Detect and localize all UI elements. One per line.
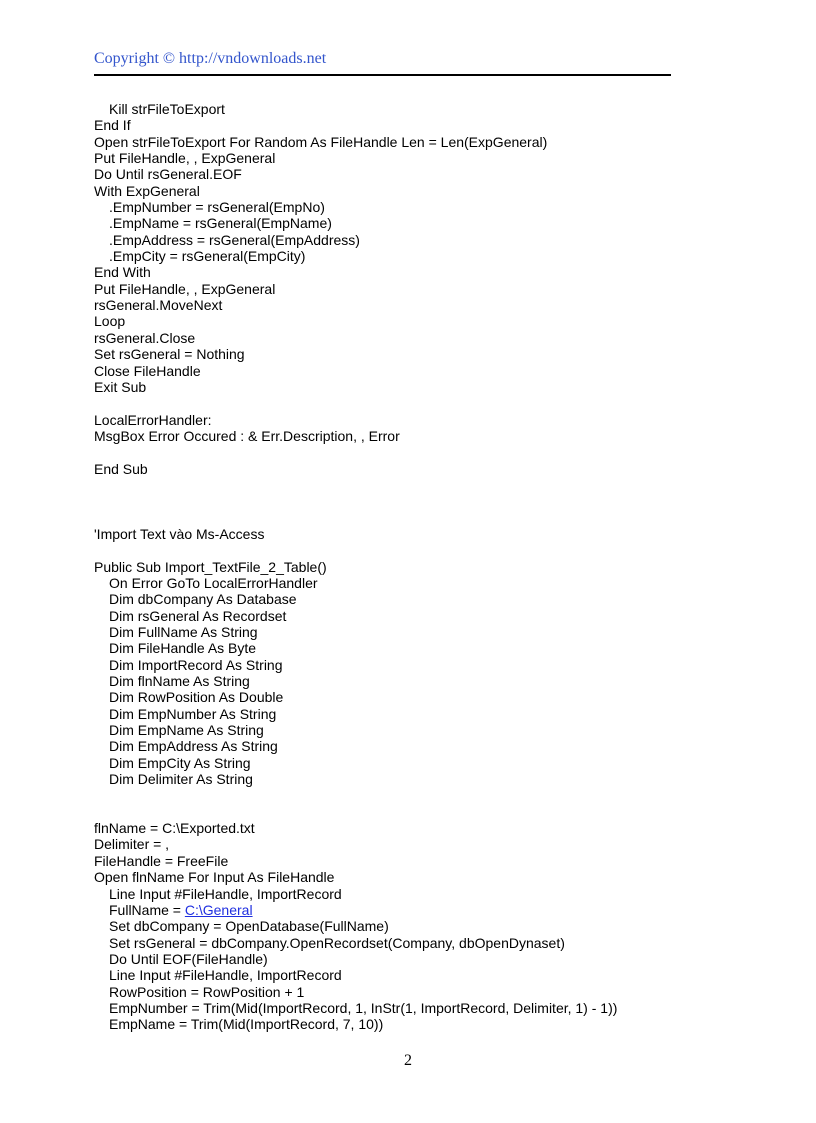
code-line: With ExpGeneral (94, 182, 200, 199)
code-line: RowPosition = RowPosition + 1 (109, 983, 305, 1000)
blank-line (94, 395, 617, 411)
general-path-link[interactable]: C:\General (184, 901, 253, 918)
code-line: LocalErrorHandler: (94, 411, 212, 428)
code-line: Do Until rsGeneral.EOF (94, 166, 242, 183)
code-line: Delimiter = , (94, 836, 170, 853)
code-line: Close FileHandle (94, 362, 201, 379)
code-line: Kill strFileToExport (109, 101, 225, 117)
code-line: Set rsGeneral = Nothing (94, 346, 245, 363)
code-line: Open strFileToExport For Random As FileHandle Len = Len(ExpGeneral) (94, 133, 548, 150)
code-comment: 'Import Text vào Ms-Access (94, 525, 265, 542)
code-line: rsGeneral.MoveNext (94, 297, 223, 314)
code-line: Line Input #FileHandle, ImportRecord (109, 885, 342, 902)
code-line: Dim EmpName As String (109, 722, 264, 739)
code-line: Open flnName For Input As FileHandle (94, 869, 335, 886)
code-line: Dim ImportRecord As String (109, 656, 283, 673)
code-line: rsGeneral.Close (94, 329, 196, 346)
code-line: On Error GoTo LocalErrorHandler (109, 574, 318, 591)
header-divider (94, 74, 671, 76)
code-line: EmpNumber = Trim(Mid(ImportRecord, 1, InStr(1, ImportRecord, Delimiter, 1) - 1)) (109, 999, 618, 1016)
code-line: Dim rsGeneral As Recordset (109, 607, 287, 624)
code-line: Put FileHandle, , ExpGeneral (94, 280, 276, 297)
code-line: FileHandle = FreeFile (94, 852, 229, 869)
code-listing (94, 101, 617, 1033)
blank-line (94, 542, 617, 558)
code-line: Dim Delimiter As String (109, 771, 253, 788)
code-line: End With (94, 264, 151, 281)
blank-line (94, 444, 617, 460)
code-line: MsgBox Error Occured : & Err.Description, , Error (94, 427, 400, 444)
code-line (94, 902, 617, 918)
code-line: Dim EmpCity As String (109, 754, 251, 771)
code-line: .EmpAddress = rsGeneral(EmpAddress) (109, 231, 360, 248)
code-line: Loop (94, 313, 126, 330)
code-line: End Sub (94, 460, 148, 477)
code-line: .EmpNumber = rsGeneral(EmpNo) (109, 199, 325, 216)
code-line: .EmpName = rsGeneral(EmpName) (109, 215, 332, 232)
code-line: Do Until EOF(FileHandle) (109, 950, 268, 967)
code-line: Dim FullName As String (109, 624, 258, 640)
blank-line (94, 510, 617, 526)
code-line: Dim dbCompany As Database (109, 591, 297, 608)
code-text: FullName = (109, 901, 185, 918)
blank-line (94, 477, 617, 493)
code-line: Put FileHandle, , ExpGeneral (94, 150, 276, 167)
code-line: End If (94, 117, 131, 134)
code-line: EmpName = Trim(Mid(ImportRecord, 7, 10)) (109, 1016, 384, 1033)
page-number: 2 (404, 1052, 412, 1069)
code-line: .EmpCity = rsGeneral(EmpCity) (109, 248, 306, 265)
code-line: Set dbCompany = OpenDatabase(FullName) (109, 918, 389, 935)
blank-line (94, 804, 617, 820)
code-line: Public Sub Import_TextFile_2_Table() (94, 558, 327, 575)
blank-line (94, 787, 617, 803)
copyright-header: Copyright © http://vndownloads.net (94, 50, 327, 67)
code-line: Dim FileHandle As Byte (109, 640, 257, 657)
code-line: flnName = C:\Exported.txt (94, 820, 255, 837)
code-line: Dim EmpNumber As String (109, 705, 277, 722)
blank-line (94, 493, 617, 509)
code-line: Dim EmpAddress As String (109, 738, 278, 755)
code-line: Line Input #FileHandle, ImportRecord (109, 967, 342, 984)
code-line: Set rsGeneral = dbCompany.OpenRecordset(Company, dbOpenDynaset) (109, 934, 565, 951)
code-line: Dim flnName As String (109, 673, 250, 690)
code-line: Dim RowPosition As Double (109, 689, 284, 706)
code-line: Exit Sub (94, 378, 147, 395)
